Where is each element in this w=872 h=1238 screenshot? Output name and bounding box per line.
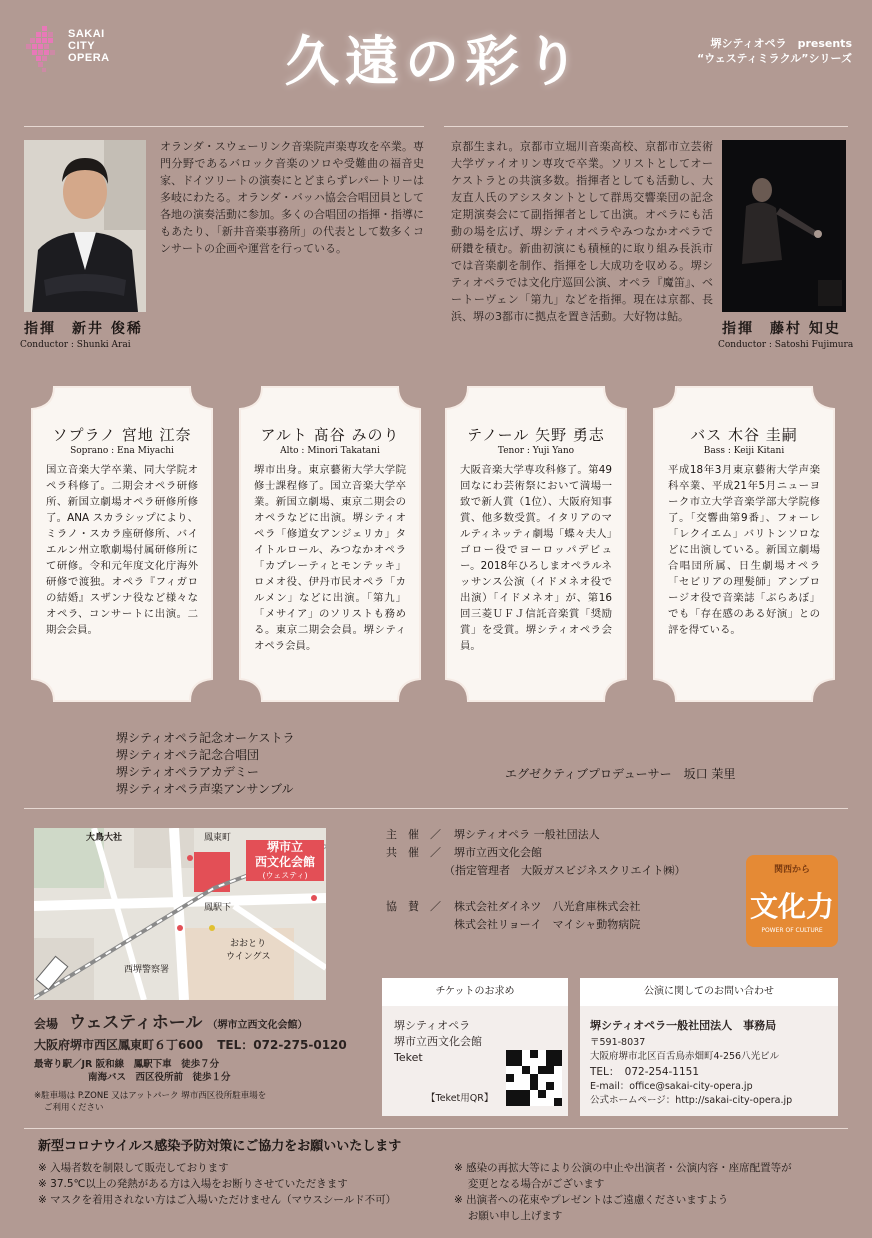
access-line: JR 阪和線 鳳駅下車 徒歩７分 bbox=[81, 1059, 220, 1070]
inquiry-header: 公演に関してのお問い合わせ bbox=[580, 978, 838, 1006]
soloist-name-en: Alto : Minori Takatani bbox=[280, 446, 380, 456]
conductor-arai-name: 指揮 新井 俊稀 bbox=[24, 321, 143, 337]
co-host-sub: （指定管理者 大阪ガスビジネスクリエイト㈱） bbox=[444, 864, 686, 877]
venue-address: 大阪府堺市西区鳳東町６丁600 bbox=[34, 1038, 204, 1052]
bunka-sub: POWER OF CULTURE bbox=[761, 927, 823, 934]
portrait-icon bbox=[24, 140, 146, 312]
soloist-name-en: Tenor : Yuji Yano bbox=[497, 446, 575, 456]
parking-line: ご利用ください bbox=[44, 1103, 104, 1113]
sponsor-label: 協 賛 ／ bbox=[386, 900, 441, 913]
ticket-outlet: 堺シティオペラ bbox=[394, 1019, 471, 1032]
qr-label: 【Teket用QR】 bbox=[426, 1093, 494, 1104]
soloist-name: アルト 髙谷 みのり bbox=[260, 426, 400, 444]
ticket-outlet: 堺市立西文化会館 bbox=[394, 1035, 482, 1048]
bunka-main: 文化力 bbox=[749, 890, 834, 923]
covid-title: 新型コロナウイルス感染予防対策にご協力をお願いいたします bbox=[38, 1139, 402, 1154]
brand-name bbox=[68, 28, 110, 64]
covid-note: 変更となる場合がございます bbox=[454, 1178, 605, 1190]
brand-line-2: CITY bbox=[68, 40, 96, 52]
venue-address-line bbox=[34, 1037, 347, 1053]
parking-line: ※駐車場は P.ZONE 又はアットパーク 堺市西区役所駐車場を bbox=[34, 1091, 267, 1101]
organizers bbox=[386, 826, 685, 934]
sakai-city-opera-logo-icon bbox=[24, 24, 62, 74]
map-label: 大鳥大社 bbox=[86, 833, 123, 843]
soloist-name-en: Bass : Keiji Kitani bbox=[703, 446, 785, 456]
ensemble-item: 堺シティオペラ記念オーケストラ bbox=[116, 731, 295, 745]
covid-note: ※ 入場者数を制限して販売しております bbox=[38, 1162, 229, 1174]
soloist-bio: 国立音楽大学卒業、同大学院オペラ科修了。二期会オペラ研修所、新国立劇場オペラ研修所修了。ANA スカラシップにより、ミラノ・スカラ座研修所、バイエルン州立歌劇場付属研修所にて研修。令和元年度文化庁海外研修で渡独。オペラ『フィガロの結婚』スザンナ役など様々なオペラ、コンサートに出演。二期会会員。 bbox=[46, 464, 198, 636]
sponsor-line: 株式会社リョーイ マイシャ動物病院 bbox=[454, 918, 641, 931]
venue-name-sub: （堺市立西文化会館） bbox=[207, 1020, 308, 1031]
soloist-name: バス 木谷 圭嗣 bbox=[690, 426, 798, 444]
ensemble-item: 堺シティオペラアカデミー bbox=[116, 765, 259, 779]
conductor-fujimura-name: 指揮 藤村 知史 bbox=[722, 321, 841, 337]
soloist-name: テノール 矢野 勇志 bbox=[467, 426, 605, 444]
inquiry-body bbox=[580, 1006, 838, 1108]
venue-parking bbox=[34, 1090, 266, 1114]
venue-map bbox=[34, 828, 326, 1000]
executive-producer: エグゼクティブプロデューサー 坂口 茉里 bbox=[505, 767, 736, 781]
host: 堺シティオペラ 一般社団法人 bbox=[454, 828, 600, 841]
venue-info bbox=[34, 1012, 307, 1037]
inquiry-box bbox=[580, 978, 838, 1116]
soloist-name-en: Soprano : Ena Miyachi bbox=[70, 446, 174, 456]
brand-line-3: OPERA bbox=[68, 52, 110, 64]
conductor-arai-name-en: Conductor : Shunki Arai bbox=[20, 340, 131, 350]
inquiry-tel: TEL： 072-254-1151 bbox=[590, 1066, 700, 1078]
map-label: 堺市立 bbox=[266, 840, 303, 854]
ticket-header: チケットのお求め bbox=[382, 978, 568, 1006]
series-label bbox=[697, 36, 852, 66]
covid-notes-left bbox=[38, 1160, 396, 1208]
conductor-arai-bio: オランダ・スウェーリンク音楽院声楽専攻を卒業。専門分野であるバロック音楽のソロや受難曲の福音史家、ドイツリートの演奏にとどまらずレパートリーは多岐にわたる。オランダ・バッハ協会合唱団員として各地の演奏活動に参加。多くの合唱団の指揮・指導にもあたり、「新井音楽事務所」の代表として数多くコンサートの企画や運営を行っている。 bbox=[160, 140, 424, 255]
portrait-icon bbox=[722, 140, 846, 312]
venue-tel: TEL：072-275-0120 bbox=[217, 1038, 347, 1052]
co-host: 堺市立西文化会館 bbox=[454, 846, 542, 859]
map-label: (ウェスティ) bbox=[262, 871, 308, 880]
soloist-card-alto bbox=[238, 385, 422, 703]
venue-label: 会場 bbox=[34, 1017, 59, 1031]
covid-note: お願い申し上げます bbox=[454, 1210, 563, 1222]
covid-notes-right bbox=[454, 1160, 792, 1224]
soloist-card-tenor bbox=[444, 385, 628, 703]
soloist-card-soprano bbox=[30, 385, 214, 703]
access-label: 最寄り駅／ bbox=[34, 1059, 82, 1070]
bunka-ryoku-logo bbox=[746, 855, 838, 947]
inquiry-email[interactable]: E-mail：office@sakai-city-opera.jp bbox=[590, 1081, 753, 1092]
covid-note: ※ 37.5℃以上の発熱がある方は入場をお断りさせていただきます bbox=[38, 1178, 348, 1190]
covid-note: ※ マスクを着用されない方はご入場いただけません（マウスシールド不可） bbox=[38, 1194, 397, 1206]
ensemble-item: 堺シティオペラ記念合唱団 bbox=[116, 748, 260, 762]
divider bbox=[444, 126, 848, 127]
venue-access bbox=[34, 1058, 231, 1084]
soloist-bio: 大阪音楽大学専攻科修了。第49回なにわ芸術祭において満場一致で新人賞（1位）、大阪府知事賞、他多数受賞。イタリアのマルティネッティ劇場「蝶々夫人」ゴロー役でヨーロッパデビュー。2018年ひろしまオペラルネッサンス公演（イドメネオ役で出演）「イドメネオ」が、第16回三菱ＵＦＪ信託音楽賞「奨励賞」を受賞。堺シティオペラ会員。 bbox=[460, 464, 612, 652]
page-title: 久遠の彩り bbox=[285, 29, 585, 93]
bunka-top: 関西から bbox=[773, 865, 810, 875]
brand-line-1: SAKAI bbox=[68, 28, 105, 40]
venue-name: ウェスティホール bbox=[69, 1013, 203, 1033]
ticket-outlet: Teket bbox=[394, 1051, 423, 1064]
covid-note: ※ 出演者への花束やプレゼントはご遠慮くださいますよう bbox=[454, 1194, 729, 1206]
map-label: 鳳東町 bbox=[204, 833, 232, 843]
conductor-fujimura-bio: 京都生まれ。京都市立堀川音楽高校、京都市立芸術大学ヴァイオリン専攻で卒業。ソリストとしてオーケストラとの共演多数。指揮者としても活動し、大友直人氏のアシスタントとして群馬交響楽団の記念定期演奏会にて副指揮者として出演。オペラにも活動の場を広げ、堺シティオペラやみつなかオペラで研鑽を積む。新曲初演にも積極的に取り組み長浜市では音楽劇を制作、指揮をし大成功を収める。堺シティオペラでは文化庁巡回公演、オペラ『魔笛』、ベートーヴェン「第九」などを指揮。現在は京都、長浜、堺の3都市に拠点を置き活動。大好物は鮎。 bbox=[451, 140, 713, 323]
co-label: 共 催 ／ bbox=[386, 846, 441, 859]
divider bbox=[24, 1128, 848, 1129]
inquiry-org: 堺シティオペラ一般社団法人 事務局 bbox=[590, 1019, 777, 1032]
map-label: ウイングス bbox=[226, 952, 271, 962]
ticket-box bbox=[382, 978, 568, 1116]
conductor-fujimura-name-en: Conductor : Satoshi Fujimura bbox=[718, 340, 854, 350]
map-label: 鳳駅下 bbox=[204, 903, 232, 913]
map-label: おおとり bbox=[230, 939, 267, 949]
divider bbox=[24, 808, 848, 809]
access-line: 南海バス 西区役所前 徒歩１分 bbox=[88, 1072, 231, 1083]
soloist-bio: 堺市出身。東京藝術大学大学院修士課程修了。国立音楽大学卒業。新国立劇場、東京二期会のオペラなどに出演。堺シティオペラ「修道女アンジェリカ」タイトルロール、みつなかオペラ「カプレーティとモンテッキ」ロメオ役、伊丹市民オペラ「カルメン」などに出演。「第九」「メサイア」のソリストも務める。東京二期会会員。堺シティオペラ会員。 bbox=[254, 464, 406, 652]
ensemble-item: 堺シティオペラ声楽アンサンブル bbox=[116, 782, 294, 796]
covid-note: ※ 感染の再拡大等により公演の中止や出演者・公演内容・座席配置等が bbox=[454, 1162, 792, 1174]
inquiry-web[interactable]: 公式ホームページ：http://sakai-city-opera.jp bbox=[590, 1095, 793, 1106]
soloist-name: ソプラノ 宮地 江奈 bbox=[52, 426, 192, 444]
ensemble-list bbox=[116, 730, 295, 798]
map-label: 西堺警察署 bbox=[124, 965, 170, 975]
map-label: 西文化会館 bbox=[254, 855, 315, 869]
series-line-1: 堺シティオペラ presents bbox=[710, 37, 852, 50]
venue-map-marker bbox=[246, 840, 324, 881]
divider bbox=[24, 126, 424, 127]
inquiry-zip: 〒591-8037 bbox=[590, 1037, 646, 1048]
sponsor-line: 株式会社ダイネツ 八光倉庫株式会社 bbox=[454, 900, 641, 913]
series-line-2: “ウェスティミラクル”シリーズ bbox=[696, 52, 852, 65]
host-label: 主 催 ／ bbox=[386, 828, 441, 841]
conductor-fujimura-photo bbox=[722, 140, 846, 312]
inquiry-address: 大阪府堺市北区百舌鳥赤畑町4-256八光ビル bbox=[590, 1051, 780, 1062]
soloist-card-bass bbox=[652, 385, 836, 703]
soloist-bio: 平成18年3月東京藝術大学声楽科卒業、平成21年5月ニューヨーク市立大学音楽学部大学院修了。「交響曲第9番」、フォーレ「レクイエム」バリトンソロなどに出演している。新国立劇場合唱団所属、日生劇場オペラ「セビリアの理髪師」アンブロージオ役で音楽誌「ぶらあぼ」でも「存在感のある好演」との評を得ている。 bbox=[668, 464, 820, 636]
conductor-arai-photo bbox=[24, 140, 146, 312]
teket-qr-code-icon[interactable] bbox=[506, 1050, 562, 1106]
